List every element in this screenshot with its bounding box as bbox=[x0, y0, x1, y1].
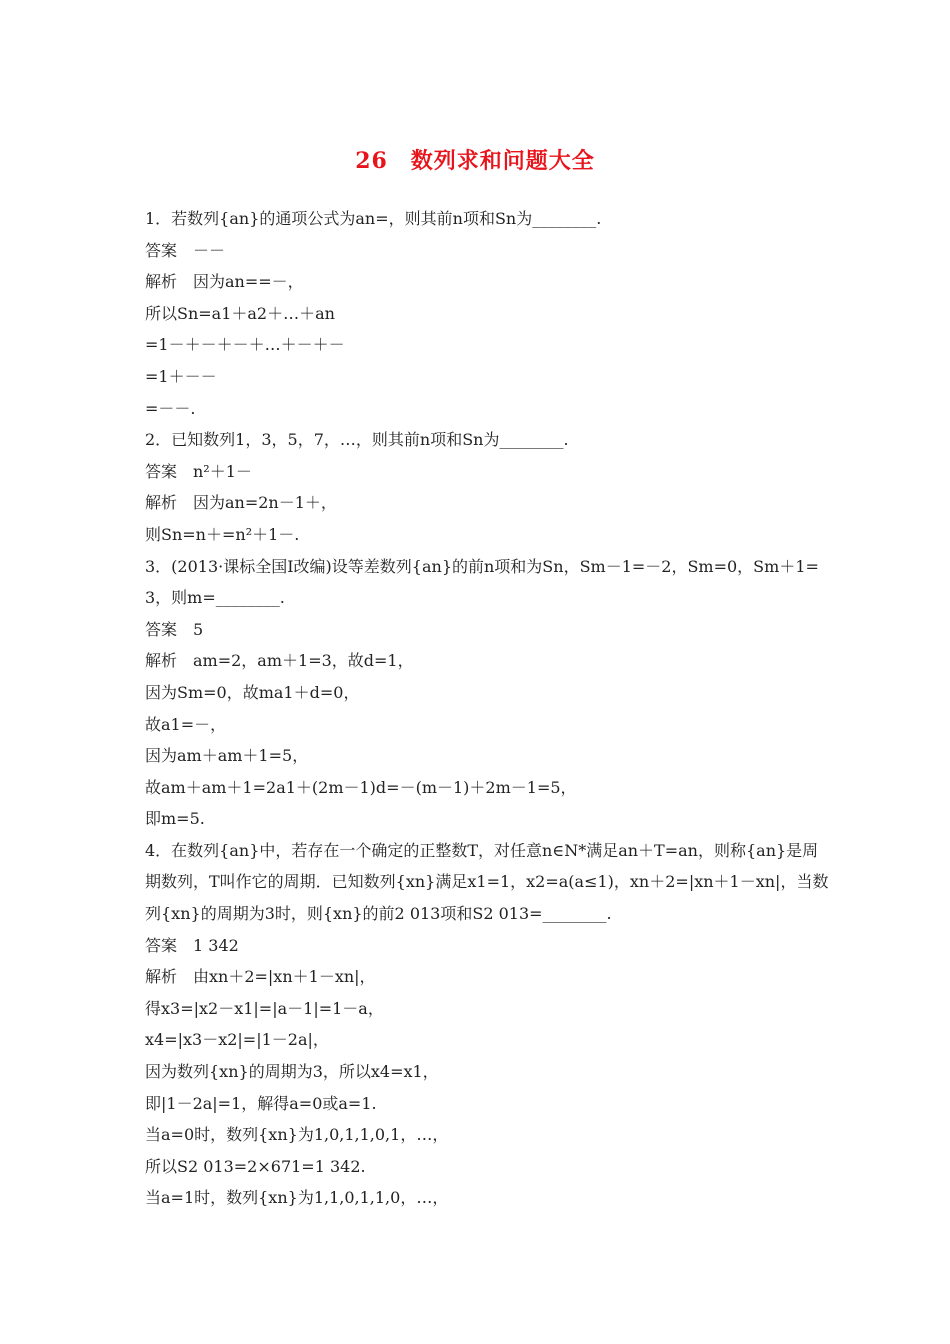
text-line: 答案 －－ bbox=[145, 240, 226, 260]
text-line: 答案 5 bbox=[145, 619, 204, 639]
text-line: 所以S2 013=2×671=1 342. bbox=[145, 1156, 366, 1176]
text-line: x4=|x3－x2|=|1－2a|， bbox=[145, 1030, 329, 1050]
text-line: 当a=0时，数列{xn}为1,0,1,1,0,1，…， bbox=[145, 1125, 449, 1145]
text-line: 3，则m=________. bbox=[145, 588, 285, 608]
text-line: 3．(2013·课标全国Ⅰ改编)设等差数列{an}的前n项和为Sn，Sm－1=－2，Sm=0，Sm＋1= bbox=[145, 556, 819, 576]
page-title: 26 数列求和问题大全 bbox=[355, 148, 595, 174]
text-line: 答案 1 342 bbox=[145, 935, 239, 955]
text-line: 故am＋am＋1=2a1＋(2m－1)d=－(m－1)＋2m－1=5， bbox=[145, 777, 577, 797]
text-line: 因为am＋am＋1=5， bbox=[145, 746, 309, 766]
text-line: 解析 因为an==－， bbox=[145, 272, 304, 292]
text-line: 当a=1时，数列{xn}为1,1,0,1,1,0，…， bbox=[145, 1188, 449, 1208]
text-line: 答案 n²＋1－ bbox=[145, 461, 252, 481]
text-line: 所以Sn=a1＋a2＋…＋an bbox=[145, 303, 335, 323]
text-line: 4．在数列{an}中，若存在一个确定的正整数T，对任意n∈N*满足an＋T=an，则称{an}是周 bbox=[145, 840, 819, 860]
text-line: 1．若数列{an}的通项公式为an=，则其前n项和Sn为________. bbox=[145, 209, 602, 228]
document-body bbox=[145, 203, 829, 1214]
text-line: 解析 由xn＋2=|xn＋1－xn|， bbox=[145, 967, 376, 987]
text-line: 得x3=|x2－x1|=|a－1|=1－a， bbox=[145, 998, 384, 1018]
text-line: =1＋－－ bbox=[145, 366, 217, 386]
text-line: 期数列，T叫作它的周期．已知数列{xn}满足x1=1，x2=a(a≤1)，xn＋2=|xn＋1－xn|，当数 bbox=[145, 872, 829, 892]
text-line: =1－＋－＋－＋…＋－＋－ bbox=[145, 335, 345, 355]
text-line: =－－. bbox=[145, 398, 196, 418]
text-line: 即m=5. bbox=[145, 809, 205, 829]
text-line: 解析 am=2，am＋1=3，故d=1， bbox=[145, 651, 414, 671]
text-line: 故a1=－， bbox=[145, 714, 227, 734]
text-line: 列{xn}的周期为3时，则{xn}的前2 013项和S2 013=________. bbox=[145, 904, 612, 924]
text-line: 因为数列{xn}的周期为3，所以x4=x1， bbox=[145, 1062, 439, 1082]
text-line: 则Sn=n＋=n²＋1－. bbox=[145, 524, 300, 544]
text-line: 解析 因为an=2n－1＋， bbox=[145, 493, 337, 513]
text-line: 即|1－2a|=1，解得a=0或a=1. bbox=[145, 1093, 377, 1113]
text-line: 因为Sm=0，故ma1＋d=0， bbox=[145, 682, 360, 702]
text-line: 2．已知数列1，3，5，7，…，则其前n项和Sn为________. bbox=[145, 430, 569, 450]
